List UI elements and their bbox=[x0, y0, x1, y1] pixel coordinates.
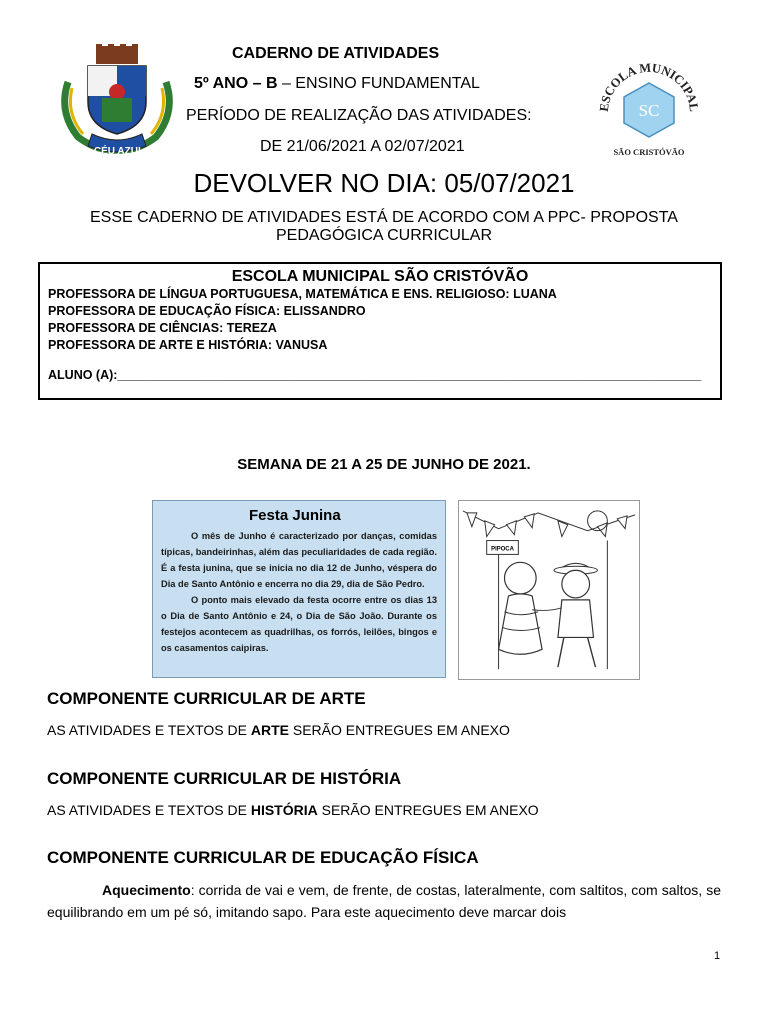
period-label: PERÍODO DE REALIZAÇÃO DAS ATIVIDADES: bbox=[186, 107, 532, 124]
week-heading: SEMANA DE 21 A 25 DE JUNHO DE 2021. bbox=[237, 456, 531, 473]
ppc-note: ESSE CADERNO DE ATIVIDADES ESTÁ DE ACORDO COM A PPC- PROPOSTA PEDAGÓGICA CURRICULAR bbox=[90, 209, 678, 244]
seal-bottom-text: SÃO CRISTÓVÃO bbox=[613, 147, 685, 157]
grade-line bbox=[194, 74, 480, 94]
document-title: CADERNO DE ATIVIDADES bbox=[232, 45, 440, 62]
arte-heading: COMPONENTE CURRICULAR DE ARTE bbox=[47, 689, 366, 708]
page-number: 1 bbox=[714, 950, 721, 962]
teacher-line: PROFESSORA DE ARTE E HISTÓRIA: VANUSA bbox=[48, 338, 328, 352]
festa-paragraph-2: O ponto mais elevado da festa ocorre entre os dias 13 o Dia de Santo Antônio e 24, o Dia de São João. Durante os festejos acontecem as quadrilhas, os forrós, leilões, bingos e os casamentos caipiras. bbox=[161, 595, 437, 653]
festa-junina-title: Festa Junina bbox=[249, 507, 341, 524]
historia-heading: COMPONENTE CURRICULAR DE HISTÓRIA bbox=[47, 769, 402, 788]
teacher-line: PROFESSORA DE LÍNGUA PORTUGUESA, MATEMÁTICA E ENS. RELIGIOSO: LUANA bbox=[48, 287, 557, 301]
student-name-field[interactable]: ALUNO (A):____________________________________________________________________________________ bbox=[48, 368, 702, 382]
ceu-azul-crest-logo bbox=[58, 42, 176, 160]
arte-note: AS ATIVIDADES E TEXTOS DE ARTE SERÃO ENTREGUES EM ANEXO bbox=[47, 722, 510, 738]
educacao-fisica-heading: COMPONENTE CURRICULAR DE EDUCAÇÃO FÍSICA bbox=[47, 848, 479, 867]
teacher-line: PROFESSORA DE EDUCAÇÃO FÍSICA: ELISSANDRO bbox=[48, 304, 366, 318]
school-info-box bbox=[38, 262, 722, 400]
seal-initials: SC bbox=[638, 101, 660, 120]
seal-ring-text: ESCOLA MUNICIPAL bbox=[596, 60, 702, 113]
aquecimento-paragraph: Aquecimento: corrida de vai e vem, de frente, de costas, lateralmente, com saltitos, com saltos, se equilibrando em um pé só, imitando sapo. Para este aquecimento deve marcar dois bbox=[47, 882, 721, 920]
festa-paragraph-1: O mês de Junho é caracterizado por danças, comidas típicas, bandeirinhas, além das peculiaridades de cada região. É a festa junina, que se inicia no dia 12 de Junho, véspera do Dia de Santo Antônio e encerra no dia 29, dia de São Pedro. bbox=[161, 531, 437, 589]
period-dates: DE 21/06/2021 A 02/07/2021 bbox=[260, 138, 465, 155]
crest-banner-text: CÉU AZUL bbox=[93, 146, 145, 157]
festa-junina-textbox bbox=[152, 500, 446, 678]
festa-junina-illustration bbox=[458, 500, 640, 680]
pipoca-sign-text: PIPOCA bbox=[491, 546, 514, 553]
return-date: DEVOLVER NO DIA: 05/07/2021 bbox=[193, 168, 575, 198]
grade-bold: 5º ANO – B bbox=[194, 75, 278, 92]
historia-note: AS ATIVIDADES E TEXTOS DE HISTÓRIA SERÃO ENTREGUES EM ANEXO bbox=[47, 802, 539, 818]
grade-rest: – ENSINO FUNDAMENTAL bbox=[277, 75, 480, 92]
teacher-line: PROFESSORA DE CIÊNCIAS: TEREZA bbox=[48, 321, 277, 335]
school-seal-logo bbox=[594, 55, 704, 165]
school-name: ESCOLA MUNICIPAL SÃO CRISTÓVÃO bbox=[231, 268, 529, 285]
